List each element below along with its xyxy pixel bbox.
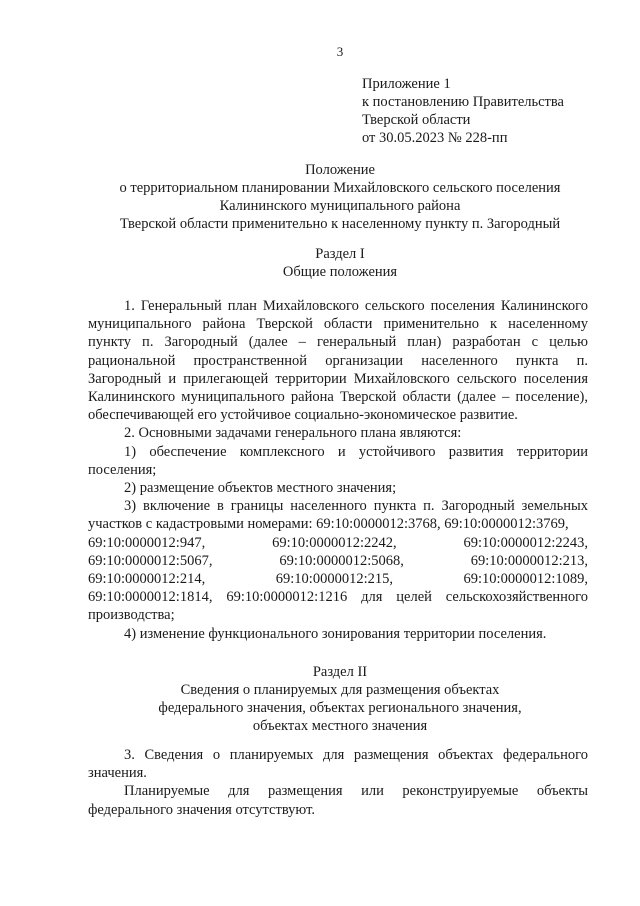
cadastral-number: 69:10:0000012:2243,	[463, 534, 588, 551]
cadastral-row	[88, 534, 588, 552]
paragraph: Планируемые для размещения или реконструируемые объекты федерального значения отсутствуют.	[88, 783, 588, 818]
title-line: Тверской области применительно к населенному пункту п. Загородный	[119, 216, 561, 232]
title-line: Положение	[305, 162, 375, 178]
section-number: Раздел II	[312, 664, 368, 680]
cadastral-number: 69:10:0000012:1089,	[463, 571, 588, 588]
paragraph: 69:10:0000012:1814, 69:10:0000012:1216 для целей сельскохозяйственного производства;	[88, 589, 588, 624]
page-number: 3	[336, 44, 344, 59]
cadastral-number: 69:10:0000012:947,	[88, 534, 206, 551]
appendix-date-line: от 30.05.2023 № 228-пп	[362, 130, 508, 146]
appendix-line: Приложение 1	[362, 76, 451, 92]
section-1-body	[88, 297, 588, 643]
document-title	[40, 161, 640, 233]
cadastral-row	[88, 570, 588, 588]
section-title: Сведения о планируемых для размещения объектах	[180, 682, 500, 698]
paragraph: 1) обеспечение комплексного и устойчивого развития территории поселения;	[88, 443, 588, 478]
section-1-heading	[40, 245, 640, 281]
cadastral-number: 69:10:0000012:2242,	[272, 534, 397, 551]
section-2-heading	[40, 663, 640, 735]
cadastral-number: 69:10:0000012:5067,	[88, 552, 213, 569]
paragraph: 3. Сведения о планируемых для размещения объектах федерального значения.	[88, 747, 588, 782]
paragraph: 2. Основными задачами генерального плана являются:	[124, 425, 462, 442]
title-line: Калининского муниципального района	[219, 198, 461, 214]
paragraph: 4) изменение функционального зонирования территории поселения.	[124, 625, 547, 642]
appendix-header	[362, 75, 564, 147]
section-title: объектах местного значения	[252, 718, 428, 734]
cadastral-number: 69:10:0000012:213,	[470, 552, 588, 569]
section-2-body	[88, 746, 588, 819]
cadastral-row	[88, 552, 588, 570]
paragraph: 2) размещение объектов местного значения;	[124, 480, 397, 497]
cadastral-number: 69:10:0000012:5068,	[279, 552, 404, 569]
cadastral-number: 69:10:0000012:214,	[88, 571, 206, 588]
title-line: о территориальном планировании Михайловского сельского поселения	[119, 180, 561, 196]
section-title: федерального значения, объектах регионального значения,	[158, 700, 522, 716]
paragraph: 3) включение в границы населенного пункта п. Загородный земельных участков с кадастровыми номерами: 69:10:0000012:3768, 69:10:0000012:3769,	[88, 498, 588, 533]
appendix-line: Тверской области	[362, 112, 471, 128]
section-number: Раздел I	[315, 246, 365, 262]
appendix-line: к постановлению Правительства	[362, 94, 564, 110]
section-title: Общие положения	[282, 264, 398, 280]
paragraph: 1. Генеральный план Михайловского сельского поселения Калининского муниципального района Тверской области применительно к населенному пункту п. Загородный (далее – генеральный план) разработан с целью рациональной пространственной организации населенного пункта п. Загородный и прилегающей территории Михайловского сельского поселения Калининского муниципального района Тверской области (далее – поселение), обеспечивающей его устойчивое социально-экономическое развитие.	[88, 298, 588, 424]
cadastral-number: 69:10:0000012:215,	[275, 571, 393, 588]
